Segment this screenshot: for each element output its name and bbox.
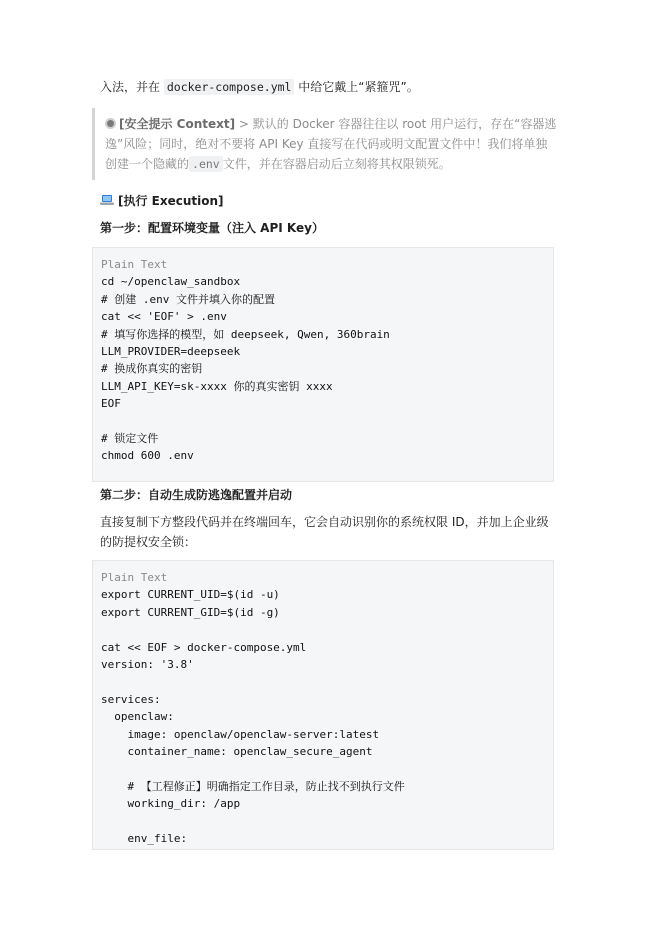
code-line: # 创建 .env 文件并填入你的配置 xyxy=(101,292,275,306)
code-line xyxy=(101,812,553,829)
code-line: # 【工程修正】明确指定工作目录，防止找不到执行文件 xyxy=(101,779,405,793)
callout-label: [安全提示 Context] xyxy=(119,117,236,131)
code-line: openclaw: xyxy=(101,710,174,724)
intro-paragraph xyxy=(100,78,419,96)
intro-prefix: 入法，并在 xyxy=(100,80,161,94)
code-line: image: openclaw/openclaw-server:latest xyxy=(101,727,380,741)
execution-heading xyxy=(100,192,224,210)
callout-text-1: > 默认的 Docker 容器往往以 root 用户运行，存在“容器逃逸”风险；同时，绝对不要将 API Key 直接写在代码或明文配置文件中！我们将单独创建一个隐藏的 xyxy=(105,117,557,171)
code-line: # 锁定文件 xyxy=(101,431,159,445)
step2-description: 直接复制下方整段代码并在终端回车，它会自动识别你的系统权限 ID，并加上企业级的防提权安全锁： xyxy=(100,515,549,549)
code-language-label: Plain Text xyxy=(101,571,168,584)
step1-heading: 第一步：配置环境变量（注入 API Key） xyxy=(100,221,324,235)
code-block-env[interactable] xyxy=(92,247,554,482)
code-line: LLM_API_KEY=sk-xxxx 你的真实密钥 xxxx xyxy=(101,379,333,393)
code-line xyxy=(101,673,553,690)
code-block-compose[interactable] xyxy=(92,560,554,850)
code-line: cd ~/openclaw_sandbox xyxy=(101,275,241,289)
code-line: export CURRENT_UID=$(id -u) xyxy=(101,588,280,602)
code-line: cat << 'EOF' > .env xyxy=(101,310,227,324)
code-line xyxy=(101,760,553,777)
code-line: version: '3.8' xyxy=(101,657,194,671)
code-line: export CURRENT_GID=$(id -g) xyxy=(101,605,280,619)
code-line: chmod 600 .env xyxy=(101,449,194,463)
laptop-icon xyxy=(100,194,114,206)
code-line: services: xyxy=(101,692,161,706)
code-line: EOF xyxy=(101,397,121,411)
code-line: LLM_PROVIDER=deepseek xyxy=(101,344,241,358)
code-line: # 填写你选择的模型，如 deepseek, Qwen, 360brain xyxy=(101,327,390,341)
callout-text-2: 文件，并在容器启动后立刻将其权限锁死。 xyxy=(222,157,451,171)
step2-heading: 第二步：自动生成防逃逸配置并启动 xyxy=(100,488,293,502)
execution-title: [执行 Execution] xyxy=(118,194,224,208)
intro-inline-code: docker-compose.yml xyxy=(164,79,295,95)
callout-inline-code: .env xyxy=(189,156,223,172)
record-dot-icon xyxy=(105,118,116,129)
code-language-label: Plain Text xyxy=(101,258,168,271)
code-line: container_name: openclaw_secure_agent xyxy=(101,744,373,758)
intro-suffix: 中给它戴上“紧箍咒”。 xyxy=(298,80,419,94)
code-line: # 换成你真实的密钥 xyxy=(101,362,203,376)
security-callout xyxy=(92,108,557,180)
code-line: working_dir: /app xyxy=(101,797,241,811)
code-line: cat << EOF > docker-compose.yml xyxy=(101,640,307,654)
code-line xyxy=(101,621,553,638)
code-line xyxy=(101,413,553,430)
code-line: env_file: xyxy=(101,831,188,845)
